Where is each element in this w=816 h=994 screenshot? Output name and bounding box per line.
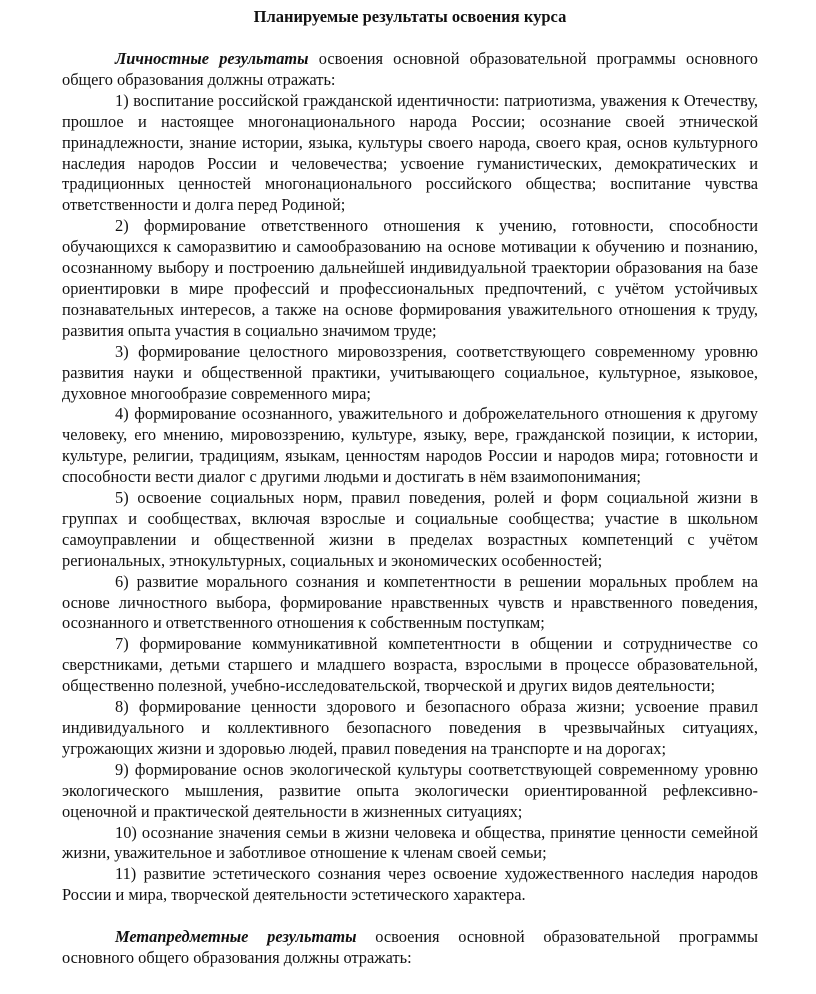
personal-results-heading: Личностные результаты: [115, 49, 309, 68]
list-item: 10) осознание значения семьи в жизни человека и общества, принятие ценности семейной жизни, уважительное и заботливое отношение к членам своей семьи;: [62, 822, 758, 863]
metasubject-results-intro: [62, 927, 758, 969]
personal-results-intro: [62, 49, 758, 91]
metasubject-results-heading: Метапредметные результаты: [115, 927, 357, 947]
list-item: 1) воспитание российской гражданской идентичности: патриотизма, уважения к Отечеству, прошлое и настоящее многонационального народа России; осознание своей этнической принадлежности, знание истории, языка, культуры своего народа, своего края, основ культурного наследия народов России и человечества; усвоение гуманистических, демократических и традиционных ценностей многонационального российского общества; воспитание чувства ответственности и долга перед Родиной;: [62, 90, 758, 215]
list-item: 5) освоение социальных норм, правил поведения, ролей и форм социальной жизни в группах и сообществах, включая взрослые и социальные сообщества; участие в школьном самоуправлении и общественной жизни в пределах возрастных компетенций с учётом региональных, этнокультурных, социальных и экономических особенностей;: [62, 488, 758, 570]
metasubject-results-intro-text: освоения основной образовательной программы основного общего образования должны отражать:: [62, 927, 758, 968]
list-item: 7) формирование коммуникативной компетентности в общении и сотрудничестве со сверстниками, детьми старшего и младшего возраста, взрослыми в процессе образовательной, общественно полезной, учебно-исследовательской, творческой и других видов деятельности;: [62, 634, 758, 696]
document-page: [62, 6, 758, 969]
list-item: 8) формирование ценности здорового и безопасного образа жизни; усвоение правил индивидуального и коллективного безопасного поведения в чрезвычайных ситуациях, угрожающих жизни и здоровью людей, правил поведения на транспорте и на дорогах;: [62, 697, 758, 758]
list-item: 11) развитие эстетического сознания через освоение художественного наследия народов России и мира, творческой деятельности эстетического характера.: [62, 864, 758, 905]
list-item: 6) развитие морального сознания и компетентности в решении моральных проблем на основе личностного выбора, формирование нравственных чувств и нравственного поведения, осознанного и ответственного отношения к собственным поступкам;: [62, 571, 758, 633]
list-item: 3) формирование целостного мировоззрения, соответствующего современному уровню развития науки и общественной практики, учитывающего социальное, культурное, языковое, духовное многообразие современного мира;: [62, 341, 758, 403]
personal-results-intro-text: освоения основной образовательной программы основного общего образования должны отражать:: [62, 49, 759, 89]
list-item: 4) формирование осознанного, уважительного и доброжелательного отношения к другому человеку, его мнению, мировоззрению, культуре, языку, вере, гражданской позиции, к истории, культуре, религии, традициям, языкам, ценностям народов России и народов мира; готовности и способности вести диалог с другими людьми и достигать в нём взаимопонимания;: [62, 404, 758, 487]
section-spacer: [62, 906, 758, 927]
page-title: Планируемые результаты освоения курса: [253, 7, 567, 26]
list-item: 9) формирование основ экологической культуры соответствующей современному уровню экологического мышления, развитие опыта экологически ориентированной рефлексивно-оценочной и практической деятельности в жизненных ситуациях;: [62, 759, 758, 821]
list-item: 2) формирование ответственного отношения к учению, готовности, способности обучающихся к саморазвитию и самообразованию на основе мотивации к обучению и познанию, осознанному выбору и построению дальнейшей индивидуальной траектории образования на базе ориентировки в мире профессий и профессиональных предпочтений, с учётом устойчивых познавательных интересов, а также на основе формирования уважительного отношения к труду, развития опыта участия в социально значимом труде;: [62, 216, 758, 340]
